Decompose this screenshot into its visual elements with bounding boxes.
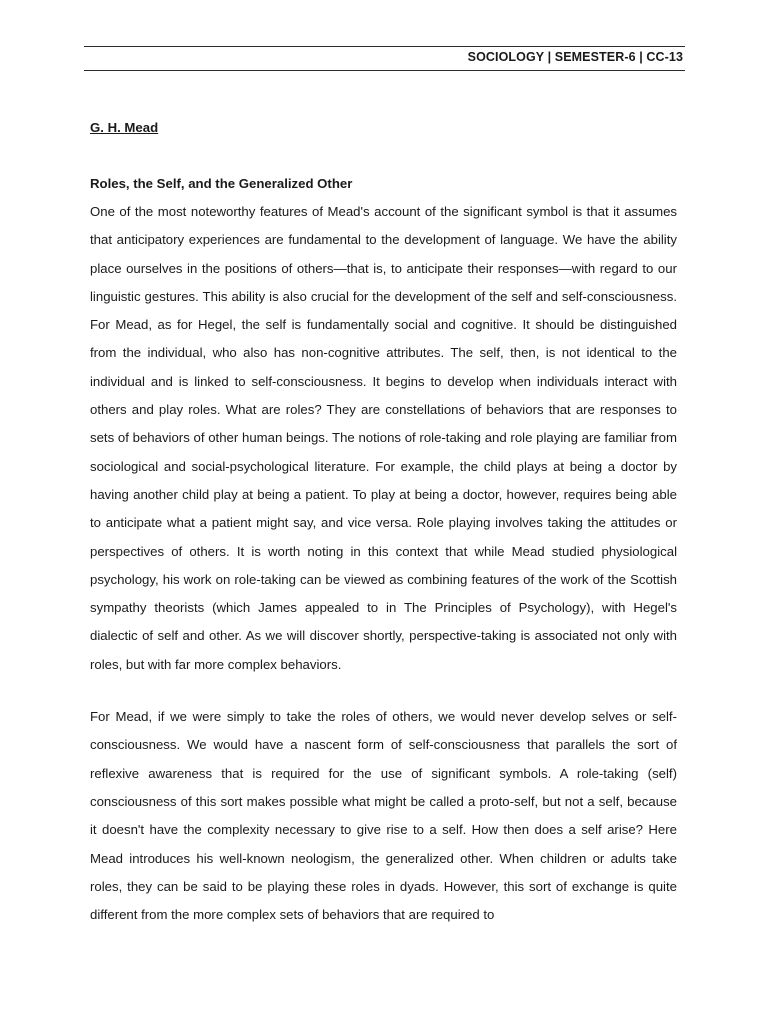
paragraph-1: One of the most noteworthy features of Mead's account of the significant symbol is that it assumes that anticipatory experiences are fundamental to the development of language. We have the ability place ourselves in the positions of others—that is, to anticipate their responses—with regard to our linguistic gestures. This ability is also crucial for the development of the self and self-consciousness. For Mead, as for Hegel, the self is fundamentally social and cognitive. It should be distinguished from the individual, who also has non-cognitive attributes. The self, then, is not identical to the individual and is linked to self-consciousness. It begins to develop when individuals interact with others and play roles. What are roles? They are constellations of behaviors that are responses to sets of behaviors of other human beings. The notions of role-taking and role playing are familiar from sociological and social-psychological literature. For example, the child plays at being a doctor by having another child play at being a patient. To play at being a doctor, however, requires being able to anticipate what a patient might say, and vice versa. Role playing involves taking the attitudes or perspectives of others. It is worth noting in this context that while Mead studied physiological psychology, his work on role-taking can be viewed as combining features of the work of the Scottish sympathy theorists (which James appealed to in The Principles of Psychology), with Hegel's dialectic of self and other. As we will discover shortly, perspective-taking is associated not only with roles, but with far more complex behaviors. [90, 204, 677, 672]
header-rule-top [84, 46, 685, 47]
paragraph-gap [90, 679, 677, 703]
paragraph-2: For Mead, if we were simply to take the roles of others, we would never develop selves or self-consciousness. We would have a nascent form of self-consciousness that parallels the sort of reflexive awareness that is required for the use of significant symbols. A role-taking (self) consciousness of this sort makes possible what might be called a proto-self, but not a self, because it doesn't have the complexity necessary to give rise to a self. How then does a self arise? Here Mead introduces his well-known neologism, the generalized other. When children or adults take roles, they can be said to be playing these roles in dyads. However, this sort of exchange is quite different from the more complex sets of behaviors that are required to [90, 709, 677, 923]
section-heading: Roles, the Self, and the Generalized Other [90, 176, 353, 191]
document-title: G. H. Mead [90, 120, 159, 135]
header-rule-bottom [84, 70, 685, 71]
running-head: SOCIOLOGY | SEMESTER-6 | CC-13 [467, 50, 683, 64]
document-body [90, 118, 677, 929]
